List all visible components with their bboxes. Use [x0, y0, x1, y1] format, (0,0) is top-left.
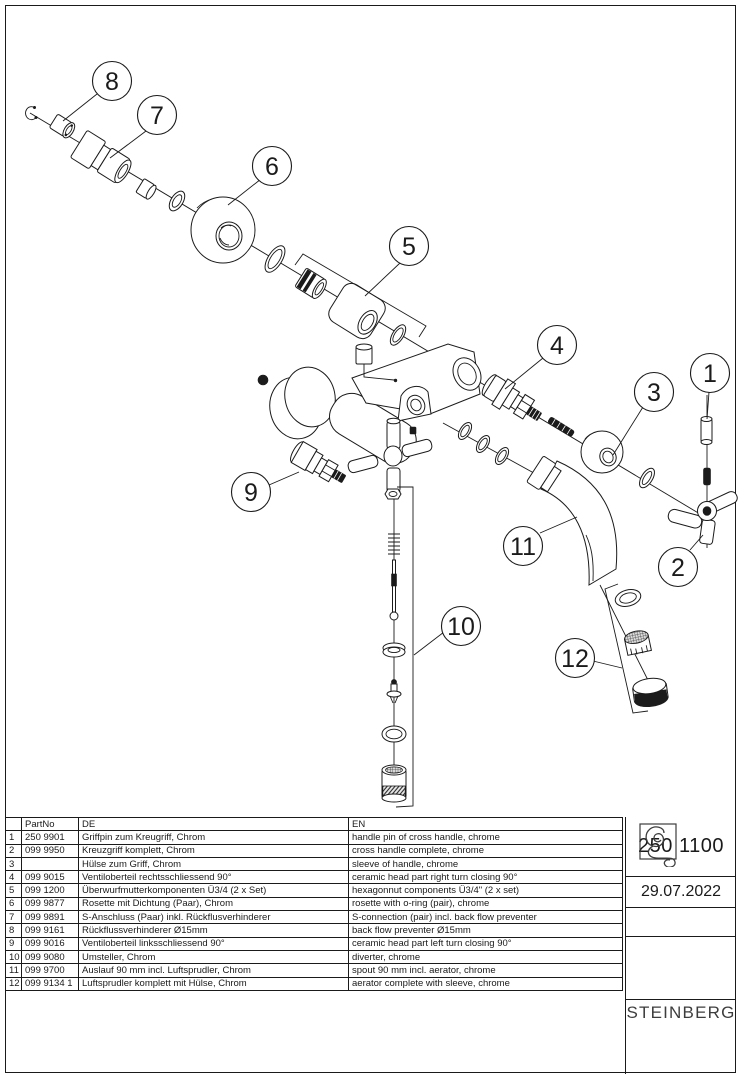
part-s-connection [70, 130, 135, 187]
callout-2 [659, 548, 698, 587]
col-de: DE [79, 818, 349, 831]
part-handle-pin-housing [701, 417, 712, 445]
svg-text:8: 8 [105, 67, 119, 96]
table-row: 9 099 9016 Ventiloberteil linksschliessend 90° ceramic head part left turn closing 90° [6, 937, 623, 950]
callout-7 [138, 96, 177, 135]
aerator-cap [632, 676, 670, 708]
table-row: 5 099 1200 Überwurfmutterkomponenten Ü3/4 (2 x Set) hexagonnut components Ü3/4" (2 x set) [6, 884, 623, 897]
drawing-date: 29.07.2022 [626, 877, 736, 908]
part-threaded-rod [548, 417, 575, 437]
table-row: 1 250 9901 Griffpin zum Kreugriff, Chrom handle pin of cross handle, chrome [6, 831, 623, 844]
svg-text:2: 2 [671, 553, 685, 582]
table-row: 11 099 9700 Auslauf 90 mm incl. Luftsprudler, Chrom spout 90 mm incl. aerator, chrome [6, 964, 623, 977]
part-rosette [191, 197, 255, 263]
table-row: 8 099 9161 Rückflussverhinderer Ø15mm back flow preventer Ø15mm [6, 924, 623, 937]
part-cross-handle [667, 490, 739, 545]
callout-6 [253, 147, 292, 186]
part-o-rings-spout [456, 420, 512, 466]
brand-block [626, 1000, 736, 1072]
svg-text:9: 9 [244, 478, 258, 507]
svg-text:7: 7 [150, 101, 164, 130]
part-handle-sleeve [581, 431, 623, 473]
svg-text:4: 4 [550, 331, 564, 360]
title-block-empty-cell [626, 937, 736, 1000]
title-block-empty-cell [626, 908, 736, 937]
part-o-ring-sleeve [387, 322, 409, 347]
col-partno: PartNo [22, 818, 79, 831]
table-row: 10 099 9080 Umsteller, Chrom diverter, chrome [6, 950, 623, 963]
svg-text:12: 12 [561, 644, 589, 673]
part-ceramic-head-right [478, 370, 548, 429]
svg-text:11: 11 [510, 532, 536, 561]
table-row: 2 099 9950 Kreuzgriff komplett, Chrom cross handle complete, chrome [6, 844, 623, 857]
part-nut [136, 179, 158, 201]
callout-5 [390, 227, 429, 266]
callout-10 [442, 607, 481, 646]
aerator-components [613, 587, 669, 709]
callout-12 [556, 639, 595, 678]
part-handle-pin [704, 468, 711, 485]
table-row: 7 099 9891 S-Anschluss (Paar) inkl. Rückflusverhinderer S-connection (pair) incl. back flow preventer [6, 911, 623, 924]
part-o-ring-large [261, 243, 289, 276]
part-ceramic-head-left [288, 440, 350, 490]
drawing-number: 250 1100 [626, 817, 736, 877]
col-no [6, 818, 22, 831]
svg-text:10: 10 [447, 612, 475, 641]
svg-text:5: 5 [402, 232, 416, 261]
table-row: 3 Hülse zum Griff, Chrom sleeve of handle, chrome [6, 857, 623, 870]
callout-3 [635, 373, 674, 412]
callout-4 [538, 326, 577, 365]
steinberg-logo-icon [626, 817, 686, 867]
table-row: 12 099 9134 1 Luftsprudler komplett mit Hülse, Chrom aerator complete with sleeve, chrome [6, 977, 623, 990]
table-row: 4 099 9015 Ventiloberteil rechtsschliessend 90° ceramic head part right turn closing 90° [6, 871, 623, 884]
svg-text:3: 3 [647, 378, 661, 407]
col-en: EN [349, 818, 623, 831]
callout-8 [93, 62, 132, 101]
parts-table [5, 817, 622, 991]
svg-text:6: 6 [265, 152, 279, 181]
table-header-row [6, 818, 623, 831]
part-threaded-plug [295, 268, 329, 301]
part-union-nut-sleeve [325, 280, 389, 343]
part-washer [166, 188, 188, 213]
part-backflow-preventer [49, 113, 77, 139]
svg-text:1: 1 [703, 359, 717, 388]
title-block [625, 817, 736, 1074]
part-spout [527, 456, 617, 585]
brand-name: STEINBERG [626, 1003, 736, 1022]
table-row: 6 099 9877 Rosette mit Dichtung (Paar), Chrom rosette with o-ring (pair), chrome [6, 897, 623, 910]
callout-11 [504, 527, 543, 566]
part-retaining-clip [26, 106, 38, 119]
callout-1 [691, 354, 730, 393]
callout-9 [232, 473, 271, 512]
